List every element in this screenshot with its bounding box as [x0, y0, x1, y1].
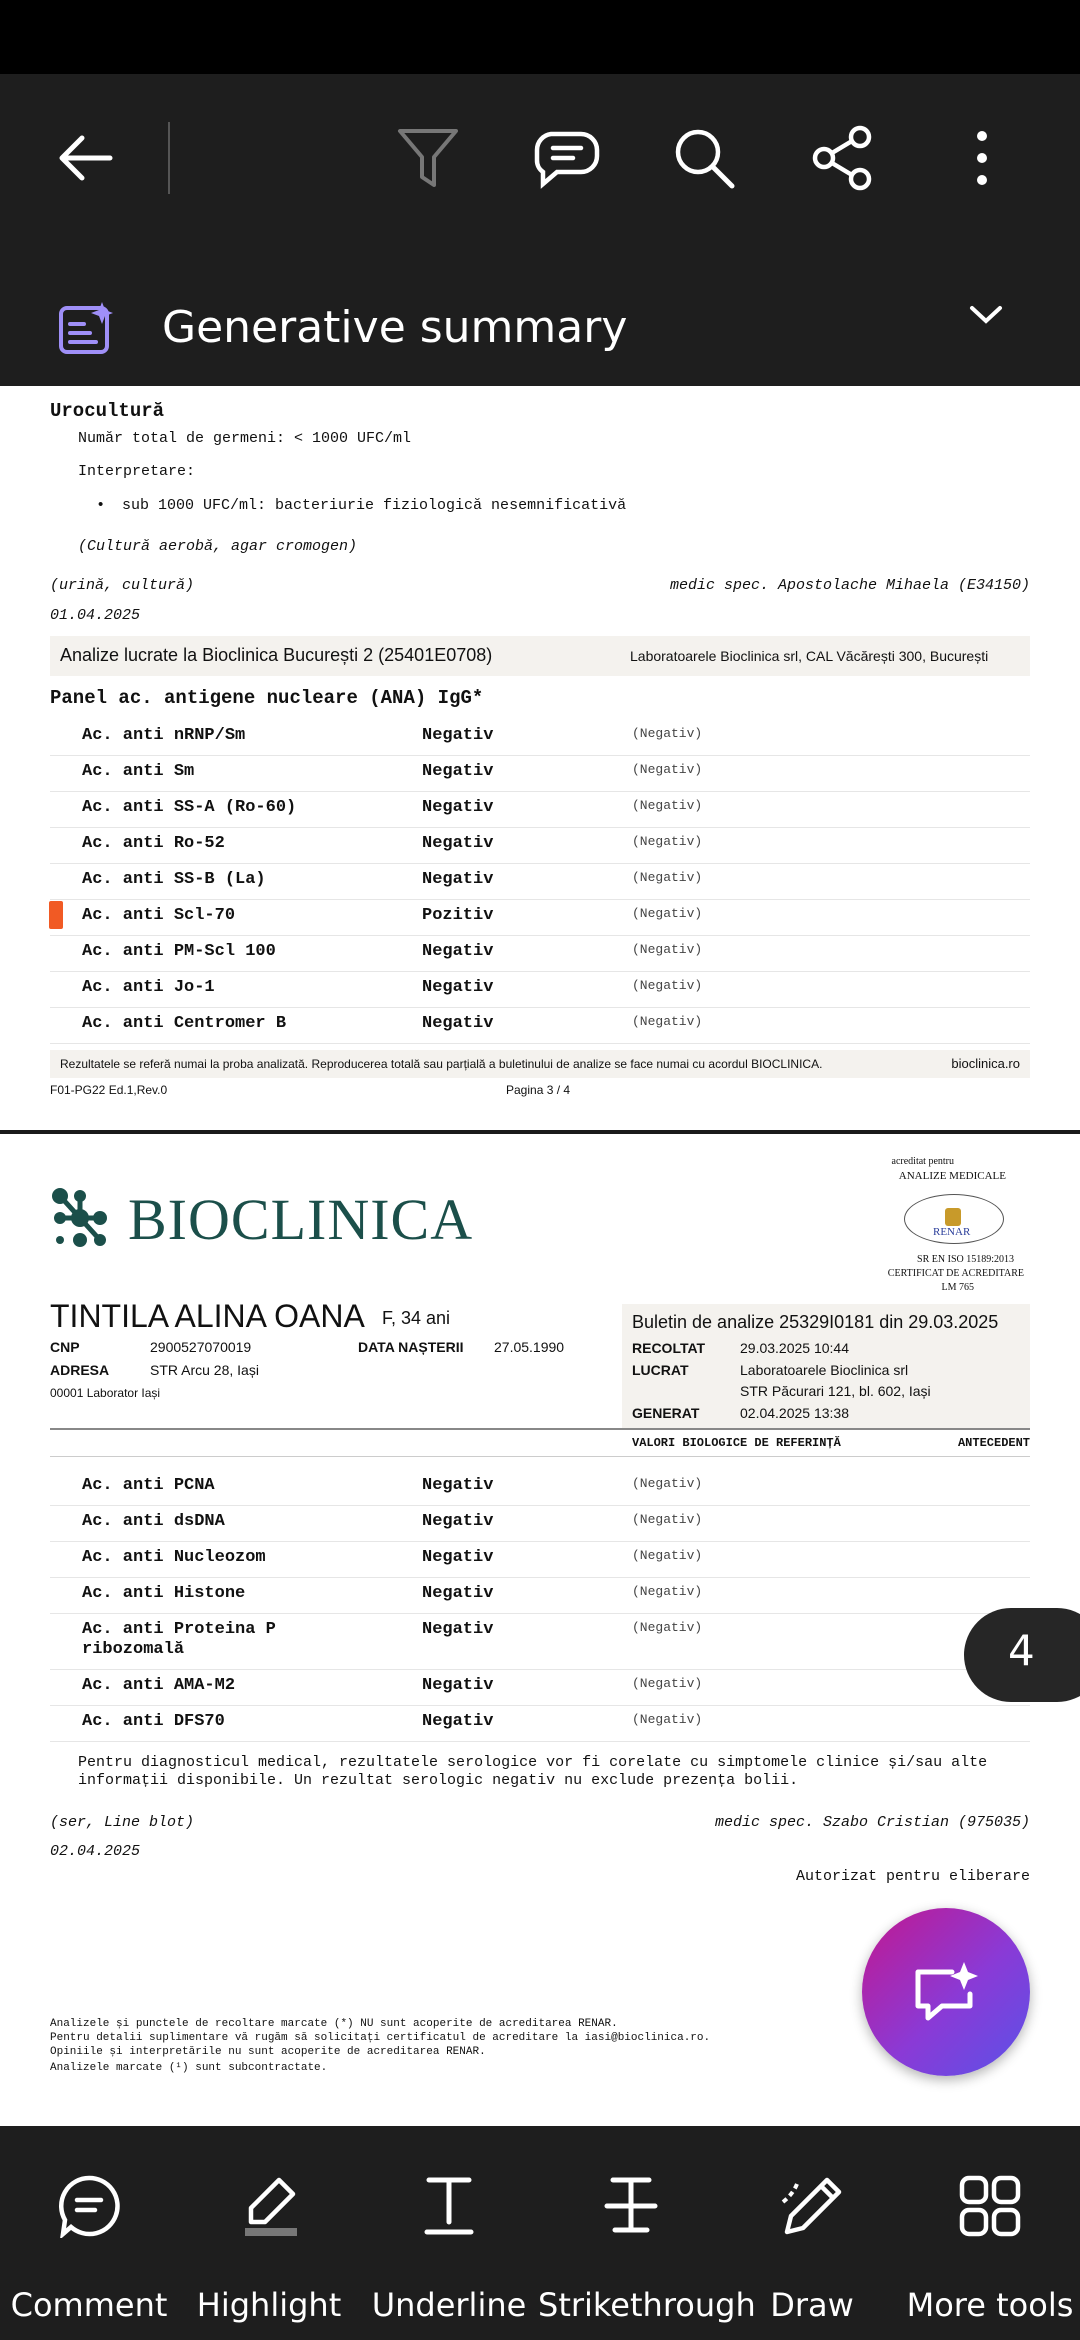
cnp-value: 2900527070019 — [150, 1339, 252, 1355]
test-name: Ac. anti SS-B (La) — [82, 870, 266, 889]
test-result: Pozitiv — [422, 906, 494, 925]
tool-underline-label: Underline — [371, 2286, 527, 2324]
reference-value: (Negativ) — [632, 978, 703, 993]
comments-icon[interactable] — [526, 118, 606, 198]
tool-draw-label: Draw — [770, 2286, 854, 2324]
test-result: Negativ — [422, 834, 494, 853]
test-result: Negativ — [422, 1548, 494, 1567]
cnp-label: CNP — [50, 1339, 80, 1355]
bottom-tools-bar — [0, 2126, 1080, 2340]
arrow-left-icon[interactable] — [44, 118, 124, 198]
test-result: Negativ — [422, 726, 494, 745]
reference-value: (Negativ) — [632, 1548, 703, 1563]
bioclinica-logo-mark — [50, 1186, 116, 1257]
bullet: • — [98, 496, 104, 513]
tool-strikethrough-label: Strikethrough — [538, 2286, 756, 2324]
serology-note-line2: informații disponibile. Un rezultat serologic negativ nu exclude prezența bolii. — [78, 1772, 799, 1789]
table-row — [50, 1578, 1030, 1614]
generative-summary-bar[interactable] — [0, 274, 1080, 386]
lab-band-left: Analize lucrate la Bioclinica București 2 (25401E0708) — [60, 645, 493, 665]
footnote-3: Opiniile și interpretările nu sunt acoperite de acreditarea RENAR. — [50, 2046, 486, 2058]
test-name: Ac. anti Scl-70 — [82, 906, 236, 925]
authorized-label: Autorizat pentru eliberare — [795, 1868, 1030, 1885]
test-name: Ac. anti PCNA — [82, 1476, 215, 1495]
share-icon[interactable] — [802, 118, 882, 198]
page-indicator-number: 4 — [1008, 1626, 1035, 1675]
urine-culture-heading: Urocultură — [50, 400, 165, 422]
dob-label: DATA NAȘTERII — [358, 1339, 464, 1355]
bulletin-title: Buletin de analize 25329I0181 din 29.03.2025 — [632, 1312, 999, 1332]
table-row — [50, 1470, 1030, 1506]
test-result: Negativ — [422, 1476, 494, 1495]
reference-value: (Negativ) — [632, 1620, 703, 1635]
ai-assistant-icon — [912, 1958, 982, 2033]
column-antecedent: ANTECEDENT — [957, 1436, 1030, 1450]
form-code: F01-PG22 Ed.1,Rev.0 — [50, 1083, 168, 1097]
tool-highlight-label: Highlight — [196, 2286, 342, 2324]
highlight-icon — [237, 2174, 301, 2243]
patient-meta: F, 34 ani — [382, 1308, 451, 1328]
table-row — [50, 1008, 1030, 1044]
test-result: Negativ — [422, 942, 494, 961]
accred-standard: SR EN ISO 15189:2013 — [917, 1254, 1014, 1265]
test-result: Negativ — [422, 1512, 494, 1531]
result-date: 01.04.2025 — [50, 607, 141, 624]
address-value: STR Arcu 28, Iași — [150, 1362, 259, 1378]
test-result: Negativ — [422, 1620, 494, 1639]
test-name: Ac. anti dsDNA — [82, 1512, 225, 1531]
culture-note: (Cultură aerobă, agar cromogen) — [78, 538, 358, 555]
germ-count-line: Număr total de germeni: < 1000 UFC/ml — [78, 430, 412, 447]
status-bar — [0, 0, 1080, 74]
interpretation-label: Interpretare: — [78, 463, 196, 480]
test-result: Negativ — [422, 1676, 494, 1695]
renar-seal-text: RENAR — [933, 1226, 971, 1238]
reference-value: (Negativ) — [632, 1712, 703, 1727]
serology-note-line1: Pentru diagnosticul medical, rezultatele serologice vor fi corelate cu simptomele clinice și/sau alte — [78, 1754, 988, 1771]
test-name: Ac. anti nRNP/Sm — [82, 726, 246, 745]
test-name: Ac. anti Proteina P — [82, 1620, 276, 1639]
footnote-2: Pentru detalii suplimentare vă rugăm să solicitați certificatul de acreditare la iasi@bioclinica.ro. — [50, 2032, 711, 2044]
draw-icon — [779, 2174, 845, 2245]
tool-more-tools[interactable] — [900, 2126, 1080, 2340]
more-vertical-icon[interactable] — [942, 118, 1022, 198]
reference-value: (Negativ) — [632, 1584, 703, 1599]
lucrat-value-1: Laboratoarele Bioclinica srl — [740, 1362, 909, 1378]
tool-underline[interactable] — [360, 2126, 538, 2340]
table-row — [50, 1706, 1030, 1742]
test-name: Ac. anti Jo-1 — [82, 978, 215, 997]
reference-value: (Negativ) — [632, 906, 703, 921]
test-name: Ac. anti Sm — [82, 762, 195, 781]
test-name: Ac. anti Nucleozom — [82, 1548, 266, 1567]
filter-icon[interactable] — [388, 118, 468, 198]
test-result: Negativ — [422, 978, 494, 997]
table-row — [50, 720, 1030, 756]
renar-seal — [904, 1194, 1004, 1244]
page-number-label: Pagina 3 / 4 — [506, 1083, 571, 1097]
table-row — [50, 1542, 1030, 1578]
patient-name: TINTILA ALINA OANA — [50, 1298, 365, 1334]
reference-value: (Negativ) — [632, 1476, 703, 1491]
table-row — [50, 972, 1030, 1008]
test-name: Ac. anti PM-Scl 100 — [82, 942, 276, 961]
generative-summary-title: Generative summary — [162, 302, 628, 353]
reference-value: (Negativ) — [632, 870, 703, 885]
sample-type: (urină, cultură) — [50, 577, 195, 594]
generat-label: GENERAT — [632, 1405, 700, 1421]
test-name: Ac. anti Centromer B — [82, 1014, 287, 1033]
table-row — [50, 864, 1030, 900]
tool-comment[interactable] — [0, 2126, 178, 2340]
doctor-signature: medic spec. Apostolache Mihaela (E34150) — [669, 577, 1030, 594]
footer-site: bioclinica.ro — [951, 1056, 1020, 1071]
page-indicator[interactable] — [964, 1608, 1080, 1702]
test-name: Ac. anti DFS70 — [82, 1712, 225, 1731]
reference-value: (Negativ) — [632, 942, 703, 957]
test-result: Negativ — [422, 762, 494, 781]
strikethrough-icon — [603, 2174, 659, 2243]
table-row — [50, 792, 1030, 828]
recoltat-label: RECOLTAT — [632, 1340, 706, 1356]
toolbar-divider — [168, 122, 170, 194]
reference-value: (Negativ) — [632, 762, 703, 777]
interpretation-item: sub 1000 UFC/ml: bacteriurie fiziologică nesemnificativă — [122, 497, 627, 514]
table-row — [50, 900, 1030, 936]
ana-panel-title: Panel ac. antigene nucleare (ANA) IgG* — [50, 687, 484, 709]
table-row — [50, 1614, 1030, 1670]
lucrat-label: LUCRAT — [632, 1362, 689, 1378]
result-date: 02.04.2025 — [50, 1843, 141, 1860]
tool-comment-label: Comment — [10, 2286, 168, 2324]
generat-value: 02.04.2025 13:38 — [740, 1405, 849, 1421]
reference-value: (Negativ) — [632, 1014, 703, 1029]
chevron-down-icon[interactable] — [968, 302, 1004, 331]
ai-summary-icon — [58, 300, 116, 361]
tool-strikethrough[interactable] — [538, 2126, 756, 2340]
dob-value: 27.05.1990 — [494, 1339, 565, 1355]
footer-note: Rezultatele se referă numai la proba analizată. Reproducerea totală sau parțială a buletinului de analize se face numai cu acordul BIOCLINICA. — [60, 1057, 823, 1071]
accred-certificate: CERTIFICAT DE ACREDITARE — [887, 1268, 1024, 1279]
reference-value: (Negativ) — [632, 1676, 703, 1691]
reference-value: (Negativ) — [632, 1512, 703, 1527]
table-row — [50, 1506, 1030, 1542]
header-divider — [50, 1428, 1030, 1430]
accred-line2: ANALIZE MEDICALE — [898, 1170, 1006, 1182]
more-tools-icon — [958, 2174, 1022, 2243]
tool-highlight[interactable] — [178, 2126, 360, 2340]
bioclinica-logo-text: BIOCLINICA — [128, 1187, 474, 1252]
test-result: Negativ — [422, 1014, 494, 1033]
footnote-1: Analizele și punctele de recoltare marcate (*) NU sunt acoperite de acreditarea RENAR. — [50, 2018, 618, 2030]
test-result: Negativ — [422, 1584, 494, 1603]
test-name-line2: ribozomală — [82, 1640, 185, 1659]
lab-band-right: Laboratoarele Bioclinica srl, CAL Văcărești 300, București — [630, 648, 989, 664]
recoltat-value: 29.03.2025 10:44 — [740, 1340, 849, 1356]
table-row — [50, 936, 1030, 972]
footnote-4: Analizele marcate (¹) sunt subcontractate. — [50, 2062, 328, 2074]
document-page-3 — [0, 386, 1080, 1130]
test-name: Ac. anti AMA-M2 — [82, 1676, 236, 1695]
test-name: Ac. anti Ro-52 — [82, 834, 225, 853]
sample-type: (ser, Line blot) — [50, 1814, 195, 1831]
test-name: Ac. anti Histone — [82, 1584, 246, 1603]
test-result: Negativ — [422, 798, 494, 817]
ai-assistant-button[interactable] — [862, 1908, 1030, 2076]
tool-more-tools-label: More tools — [906, 2286, 1074, 2324]
test-result: Negativ — [422, 1712, 494, 1731]
doctor-signature: medic spec. Szabo Cristian (975035) — [714, 1814, 1030, 1831]
renar-seal-crest — [945, 1208, 961, 1226]
test-name: Ac. anti SS-A (Ro-60) — [82, 798, 297, 817]
column-divider — [50, 1456, 1030, 1457]
table-row — [50, 756, 1030, 792]
accred-lm: LM 765 — [941, 1282, 974, 1293]
search-icon[interactable] — [664, 118, 744, 198]
lucrat-value-2: STR Păcurari 121, bl. 602, Iași — [740, 1383, 931, 1399]
accred-line1: acreditat pentru — [891, 1156, 954, 1167]
column-reference-values: VALORI BIOLOGICE DE REFERINȚĂ — [632, 1436, 841, 1450]
reference-value: (Negativ) — [632, 834, 703, 849]
lab-code: 00001 Laborator Iași — [50, 1386, 161, 1400]
address-label: ADRESA — [50, 1362, 110, 1378]
test-result: Negativ — [422, 870, 494, 889]
tool-draw[interactable] — [724, 2126, 900, 2340]
underline-icon — [421, 2174, 477, 2243]
comment-icon — [57, 2174, 121, 2243]
reference-value: (Negativ) — [632, 726, 703, 741]
table-row — [50, 1670, 1030, 1706]
abnormal-flag — [49, 901, 63, 929]
table-row — [50, 828, 1030, 864]
reference-value: (Negativ) — [632, 798, 703, 813]
